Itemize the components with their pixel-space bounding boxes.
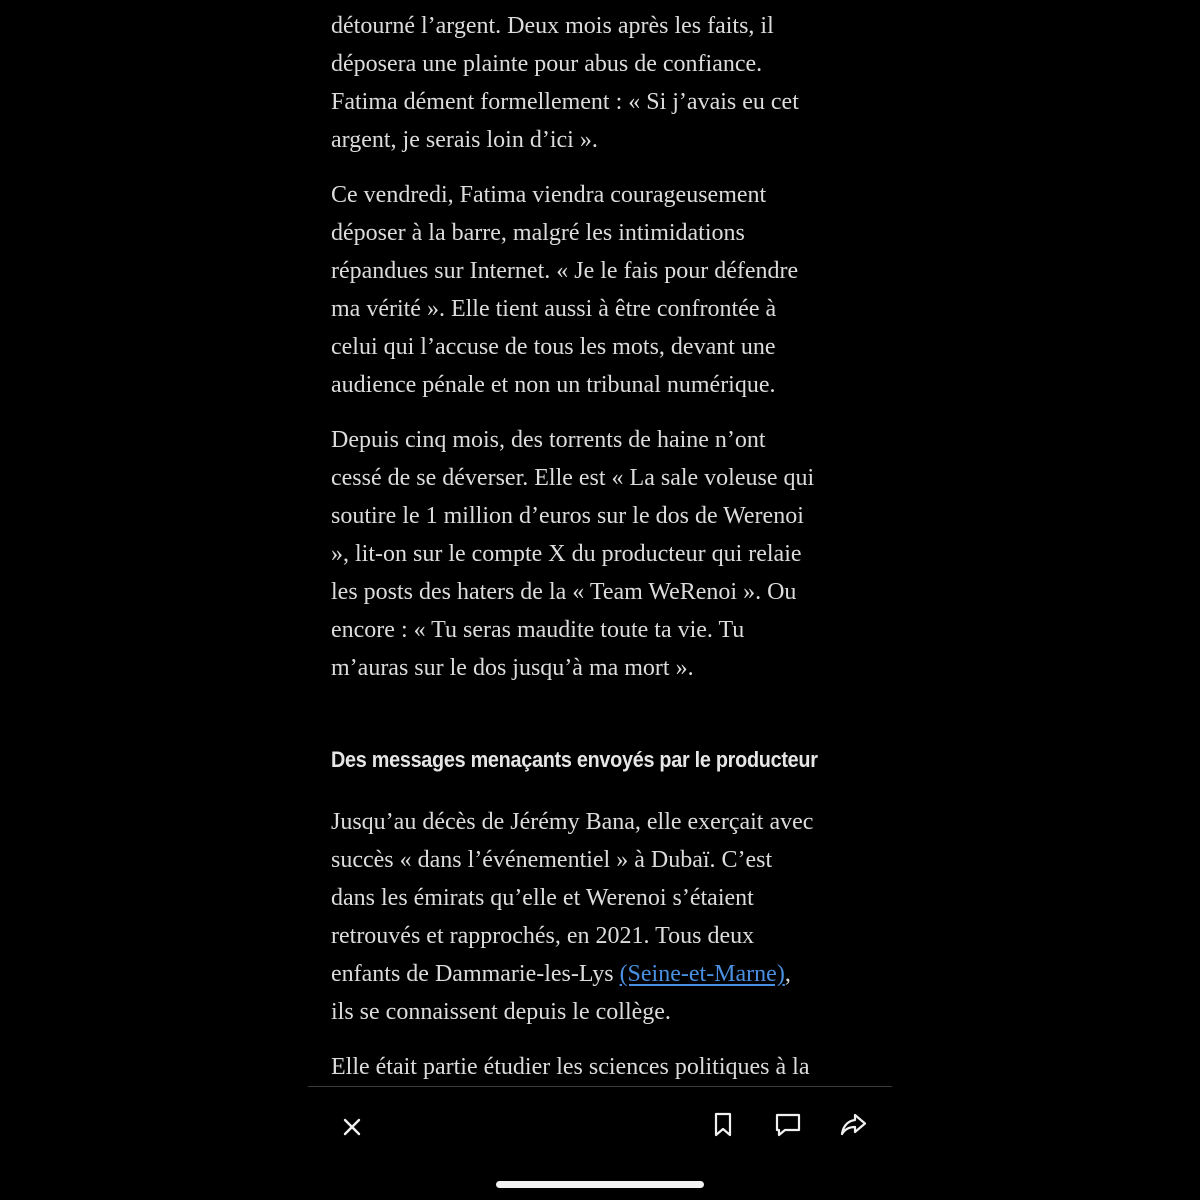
article-text-line-with-link [331, 959, 791, 989]
article-text-line: argent, je serais loin d’ici ». [331, 127, 598, 153]
article-text-line: cessé de se déverser. Elle est « La sale voleuse qui [331, 465, 815, 491]
article-text-line: dans les émirats qu’elle et Werenoi s’étaient [331, 885, 754, 911]
article-text-line: déposera une plainte pour abus de confiance. [331, 51, 763, 77]
article-text-line: ma vérité ». Elle tient aussi à être confrontée à [331, 296, 777, 322]
comment-icon [774, 1112, 802, 1138]
article-text-line: Elle était partie étudier les sciences politiques à la [331, 1054, 810, 1080]
article-text-line: celui qui l’accuse de tous les mots, devant une [331, 334, 776, 360]
bottom-toolbar [308, 1087, 892, 1167]
article-text-line: retrouvés et rapprochés, en 2021. Tous deux [331, 923, 755, 949]
article-text-line: succès « dans l’événementiel » à Dubaï. C’est [331, 847, 773, 873]
article-text-line: détourné l’argent. Deux mois après les faits, il [331, 13, 774, 39]
article-text-line: encore : « Tu seras maudite toute ta vie. Tu [331, 617, 745, 643]
article-text-line: Jusqu’au décès de Jérémy Bana, elle exerçait avec [331, 809, 814, 835]
comment-button[interactable] [766, 1103, 810, 1147]
article-text-line: Depuis cinq mois, des torrents de haine n’ont [331, 427, 766, 453]
article-text-line: répandues sur Internet. « Je le fais pour défendre [331, 258, 799, 284]
article-text-line: soutire le 1 million d’euros sur le dos de Werenoi [331, 503, 804, 529]
share-icon [839, 1112, 867, 1138]
close-icon [342, 1117, 362, 1137]
article-text-line: déposer à la barre, malgré les intimidations [331, 220, 745, 246]
bookmark-icon [712, 1112, 734, 1138]
article-text-line: ils se connaissent depuis le collège. [331, 999, 671, 1025]
article-text-line: Ce vendredi, Fatima viendra courageusement [331, 182, 767, 208]
article-text-fragment: , [784, 961, 791, 987]
article-text-line: audience pénale et non un tribunal numérique. [331, 372, 776, 398]
article-text-line: », lit-on sur le compte X du producteur qui relaie [331, 541, 802, 567]
section-subheading: Des messages menaçants envoyés par le producteur [331, 747, 818, 772]
home-indicator[interactable] [496, 1181, 704, 1188]
article-text-line: Fatima dément formellement : « Si j’avais eu cet [331, 89, 799, 115]
article-text-line: m’auras sur le dos jusqu’à ma mort ». [331, 655, 694, 681]
bookmark-button[interactable] [701, 1103, 745, 1147]
share-button[interactable] [831, 1103, 875, 1147]
seine-et-marne-link[interactable]: (Seine-et-Marne) [619, 961, 785, 987]
close-button[interactable] [330, 1105, 374, 1149]
article-text-line: les posts des haters de la « Team WeRenoi ». Ou [331, 579, 797, 605]
article-text-fragment: enfants de Dammarie-les-Lys [331, 961, 620, 987]
